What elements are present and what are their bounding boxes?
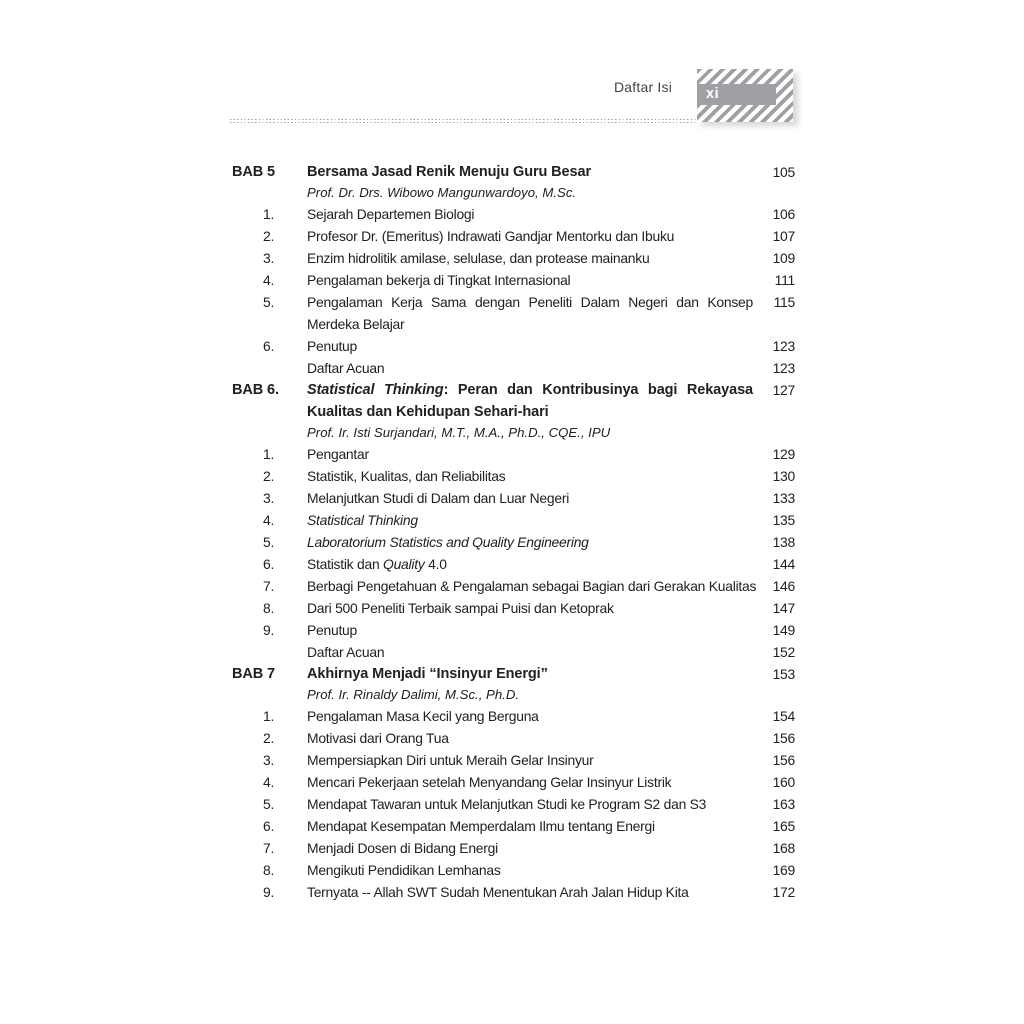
toc-entry xyxy=(232,357,795,379)
entry-title: Dari 500 Peneliti Terbaik sampai Puisi dan Ketoprak xyxy=(307,600,614,616)
entry-number: 5. xyxy=(263,294,275,310)
entry-title: Daftar Acuan xyxy=(307,644,385,660)
entry-page-number: 156 xyxy=(772,752,795,768)
entry-title: Penutup xyxy=(307,622,358,638)
page-number-marker: xi xyxy=(697,84,776,105)
entry-number: 1. xyxy=(263,446,275,462)
entry-page-number: 147 xyxy=(772,600,795,616)
entry-number: 9. xyxy=(263,622,275,638)
chapter-author xyxy=(232,183,795,203)
entry-page-number: 144 xyxy=(772,556,795,572)
entry-title: Pengalaman bekerja di Tingkat Internasional xyxy=(307,272,571,288)
entry-title: Berbagi Pengetahuan & Pengalaman sebagai Bagian dari Gerakan Kualitas xyxy=(307,578,757,594)
entry-number: 4. xyxy=(263,272,275,288)
entry-number: 6. xyxy=(263,818,275,834)
chapter-page-number: 153 xyxy=(772,666,795,682)
entry-number: 8. xyxy=(263,862,275,878)
table-of-contents xyxy=(232,161,795,903)
toc-entry xyxy=(232,749,795,771)
page-number-tab xyxy=(697,69,793,122)
entry-title: Mendapat Tawaran untuk Melanjutkan Studi ke Program S2 dan S3 xyxy=(307,796,707,812)
entry-number: 6. xyxy=(263,556,275,572)
entry-title: Mempersiapkan Diri untuk Meraih Gelar Insinyur xyxy=(307,752,594,768)
toc-entry xyxy=(232,837,795,859)
entry-page-number: 168 xyxy=(772,840,795,856)
entry-number: 6. xyxy=(263,338,275,354)
entry-number: 3. xyxy=(263,752,275,768)
entry-number: 7. xyxy=(263,840,275,856)
toc-entry xyxy=(232,553,795,575)
entry-number: 2. xyxy=(263,228,275,244)
entry-page-number: 109 xyxy=(772,250,795,266)
entry-number: 9. xyxy=(263,884,275,900)
entry-page-number: 160 xyxy=(772,774,795,790)
chapter-author-name: Prof. Ir. Isti Surjandari, M.T., M.A., Ph.D., CQE., IPU xyxy=(307,425,611,440)
entry-number: 8. xyxy=(263,600,275,616)
entry-page-number: 146 xyxy=(772,578,795,594)
entry-page-number: 156 xyxy=(772,730,795,746)
entry-title: Pengantar xyxy=(307,446,369,462)
running-header-title: Daftar Isi xyxy=(613,79,672,95)
toc-entry xyxy=(232,509,795,531)
entry-page-number: 163 xyxy=(772,796,795,812)
toc-entry xyxy=(232,487,795,509)
chapter-heading xyxy=(232,161,795,183)
entry-number: 5. xyxy=(263,534,275,550)
toc-entry xyxy=(232,705,795,727)
entry-number: 3. xyxy=(263,490,275,506)
toc-entry xyxy=(232,727,795,749)
entry-title: Daftar Acuan xyxy=(307,360,385,376)
chapter-title: Statistical Thinking: Peran dan Kontribusinya bagi Rekayasa Kualitas dan Kehidupan Sehari-hari xyxy=(307,382,754,420)
entry-title: Melanjutkan Studi di Dalam dan Luar Negeri xyxy=(307,490,570,506)
chapter-author-name: Prof. Ir. Rinaldy Dalimi, M.Sc., Ph.D. xyxy=(307,687,520,702)
toc-entry xyxy=(232,443,795,465)
toc-entry xyxy=(232,203,795,225)
chapter-author xyxy=(232,685,795,705)
chapter-author xyxy=(232,423,795,443)
entry-number: 1. xyxy=(263,206,275,222)
chapter-label: BAB 7 xyxy=(232,666,276,682)
toc-entry xyxy=(232,269,795,291)
entry-title: Mengikuti Pendidikan Lemhanas xyxy=(307,862,501,878)
toc-entry xyxy=(232,815,795,837)
entry-number: 1. xyxy=(263,708,275,724)
chapter-heading xyxy=(232,379,795,423)
entry-title: Pengalaman Masa Kecil yang Berguna xyxy=(307,708,539,724)
entry-number: 7. xyxy=(263,578,275,594)
entry-page-number: 130 xyxy=(772,468,795,484)
toc-entry xyxy=(232,793,795,815)
entry-title: Enzim hidrolitik amilase, selulase, dan protease mainanku xyxy=(307,250,650,266)
entry-page-number: 133 xyxy=(772,490,795,506)
entry-page-number: 106 xyxy=(772,206,795,222)
entry-title: Motivasi dari Orang Tua xyxy=(307,730,449,746)
entry-title: Ternyata -- Allah SWT Sudah Menentukan Arah Jalan Hidup Kita xyxy=(307,884,689,900)
entry-number: 4. xyxy=(263,774,275,790)
chapter-heading xyxy=(232,663,795,685)
toc-entry xyxy=(232,881,795,903)
toc-entry xyxy=(232,597,795,619)
entry-number: 4. xyxy=(263,512,275,528)
entry-page-number: 123 xyxy=(772,360,795,376)
entry-number: 2. xyxy=(263,468,275,484)
chapter-author-name: Prof. Dr. Drs. Wibowo Mangunwardoyo, M.Sc. xyxy=(307,185,577,200)
toc-entry xyxy=(232,225,795,247)
entry-page-number: 111 xyxy=(774,272,795,288)
toc-entry xyxy=(232,465,795,487)
entry-number: 2. xyxy=(263,730,275,746)
entry-page-number: 152 xyxy=(772,644,795,660)
chapter-title: Bersama Jasad Renik Menuju Guru Besar xyxy=(307,164,591,180)
toc-entry xyxy=(232,247,795,269)
entry-title: Menjadi Dosen di Bidang Energi xyxy=(307,840,498,856)
toc-entry xyxy=(232,859,795,881)
dotted-rule-divider xyxy=(230,119,697,123)
entry-title: Statistik, Kualitas, dan Reliabilitas xyxy=(307,468,506,484)
entry-page-number: 123 xyxy=(772,338,795,354)
entry-title: Sejarah Departemen Biologi xyxy=(307,206,475,222)
entry-page-number: 135 xyxy=(772,512,795,528)
toc-entry xyxy=(232,575,795,597)
entry-page-number: 172 xyxy=(772,884,795,900)
chapter-page-number: 105 xyxy=(772,164,795,180)
toc-entry xyxy=(232,619,795,641)
toc-entry xyxy=(232,531,795,553)
chapter-label: BAB 5 xyxy=(232,164,276,180)
entry-page-number: 138 xyxy=(772,534,795,550)
entry-number: 5. xyxy=(263,796,275,812)
toc-entry xyxy=(232,771,795,793)
chapter-label: BAB 6. xyxy=(232,382,279,398)
entry-page-number: 149 xyxy=(772,622,795,638)
entry-title: Mendapat Kesempatan Memperdalam Ilmu tentang Energi xyxy=(307,818,655,834)
chapter-page-number: 127 xyxy=(772,382,795,398)
entry-title: Statistical Thinking xyxy=(307,512,418,528)
entry-title: Mencari Pekerjaan setelah Menyandang Gelar Insinyur Listrik xyxy=(307,774,672,790)
entry-title: Laboratorium Statistics and Quality Engineering xyxy=(307,534,589,550)
entry-title: Profesor Dr. (Emeritus) Indrawati Gandjar Mentorku dan Ibuku xyxy=(307,228,675,244)
entry-page-number: 165 xyxy=(772,818,795,834)
entry-page-number: 129 xyxy=(772,446,795,462)
entry-number: 3. xyxy=(263,250,275,266)
toc-entry xyxy=(232,641,795,663)
entry-page-number: 154 xyxy=(772,708,795,724)
entry-page-number: 169 xyxy=(772,862,795,878)
entry-title: Statistik dan Quality 4.0 xyxy=(307,556,447,572)
entry-page-number: 115 xyxy=(773,294,795,310)
toc-entry xyxy=(232,291,795,335)
entry-title: Pengalaman Kerja Sama dengan Peneliti Dalam Negeri dan Konsep Merdeka Belajar xyxy=(307,294,753,332)
entry-title: Penutup xyxy=(307,338,358,354)
toc-entry xyxy=(232,335,795,357)
chapter-title: Akhirnya Menjadi “Insinyur Energi” xyxy=(307,666,548,682)
entry-page-number: 107 xyxy=(772,228,795,244)
